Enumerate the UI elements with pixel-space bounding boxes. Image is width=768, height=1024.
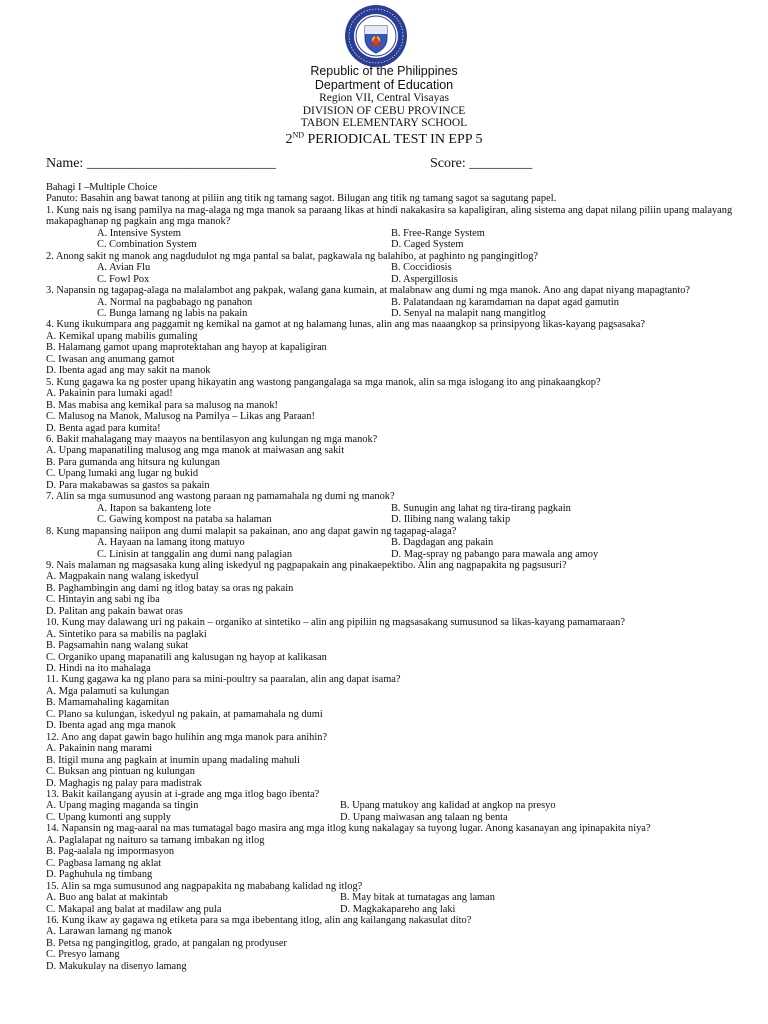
question-2: 2. Anong sakit ng manok ang nagdudulot ng mga pantal sa balat, pagkawala ng balahibo, at paghinto ng pangingitlog?: [46, 250, 539, 262]
choice-row: [46, 800, 758, 811]
choice-2b[interactable]: B. Coccidiosis: [391, 262, 452, 274]
choice-4c[interactable]: C. Iwasan ang anumang gamot: [46, 353, 175, 365]
section-heading: Bahagi I –Multiple Choice: [46, 182, 158, 193]
choice-row: [46, 297, 758, 308]
instructions: Panuto: Basahin ang bawat tanong at piliin ang titik ng tamang sagot. Bilugan ang titik ng tamang sagot sa sagutang papel.: [46, 193, 557, 205]
republic-line: Republic of the Philippines: [310, 64, 458, 78]
choice-14a[interactable]: A. Paglalapat ng naituro sa tamang imbakan ng itlog: [46, 834, 265, 846]
choice-12b[interactable]: B. Itigil muna ang pagkain at inumin upang madaling mahuli: [46, 754, 300, 766]
question-6: 6. Bakit mahalagang may maayos na bentilasyon ang kulungan ng mga manok?: [46, 433, 378, 445]
choice-row: [46, 262, 758, 273]
deped-seal-icon: [344, 4, 408, 68]
choice-15a[interactable]: A. Buo ang balat at makintab: [46, 892, 168, 904]
choice-1d[interactable]: D. Caged System: [391, 239, 464, 251]
choice-1b[interactable]: B. Free-Range System: [391, 227, 485, 239]
choice-3d[interactable]: D. Senyal na malapit nang mangitlog: [391, 307, 546, 319]
name-field[interactable]: Name: ___________________________: [46, 156, 276, 171]
choice-9d[interactable]: D. Palitan ang pakain bawat oras: [46, 605, 183, 617]
question-1: 1. Kung nais ng isang pamilya na mag-alaga ng mga manok sa paraang likas at hindi nakakasira sa kapaligiran, aling sistema ang dapat nilang piliin upang malayang makapaghanap ng pagkain ang mga manok?: [46, 204, 733, 228]
question-11: 11. Kung gagawa ka ng plano para sa mini-poultry sa paaralan, alin ang dapat isama?: [46, 674, 401, 686]
choice-14b[interactable]: B. Pag-aalala ng impormasyon: [46, 846, 175, 858]
choice-row: [46, 514, 758, 525]
choice-11d[interactable]: D. Ibenta agad ang mga manok: [46, 720, 176, 732]
choice-8c[interactable]: C. Linisin at tanggalin ang dumi nang palagian: [97, 548, 293, 560]
choice-5a[interactable]: A. Pakainin para lumaki agad!: [46, 388, 173, 400]
choice-8a[interactable]: A. Hayaan na lamang itong matuyo: [97, 537, 245, 549]
question-3: 3. Napansin ng tagapag-alaga na malalambot ang pakpak, walang gana kumain, at malabnaw ang dumi ng mga manok. Ano ang dapat niyang mapagtanto?: [46, 285, 691, 297]
choice-16c[interactable]: C. Presyo lamang: [46, 949, 120, 961]
question-4: 4. Kung ikukumpara ang paggamit ng kemikal na gamot at ng halamang lunas, alin ang mas naaangkop sa prinsipyong likas-kayang pagsasaka?: [46, 319, 646, 331]
title-text: PERIODICAL TEST IN EPP 5: [304, 131, 483, 147]
choice-13c[interactable]: C. Upang kumonti ang supply: [46, 811, 171, 823]
choice-row: [46, 537, 758, 548]
region-line: Region VII, Central Visayas: [319, 92, 449, 104]
test-body: [46, 182, 758, 972]
choice-6d[interactable]: D. Para makabawas sa gastos sa pakain: [46, 479, 210, 491]
choice-16d[interactable]: D. Makukulay na disenyo lamang: [46, 960, 187, 972]
choice-16b[interactable]: B. Petsa ng pangingitlog, grado, at pangalan ng prodyuser: [46, 937, 287, 949]
title-superscript: ND: [292, 129, 305, 139]
choice-11b[interactable]: B. Mamamahaling kagamitan: [46, 697, 170, 709]
choice-4d[interactable]: D. Ibenta agad ang may sakit na manok: [46, 365, 211, 377]
choice-9a[interactable]: A. Magpakain nang walang iskedyul: [46, 571, 199, 583]
choice-7a[interactable]: A. Itapon sa bakanteng lote: [97, 502, 211, 514]
choice-row: [46, 274, 758, 285]
choice-row: [46, 892, 758, 903]
choice-4b[interactable]: B. Halamang gamot upang maprotektahan ang hayop at kapaligiran: [46, 342, 327, 354]
choice-row: [46, 812, 758, 823]
choice-11c[interactable]: C. Plano sa kulungan, iskedyul ng pakain, at pamamahala ng dumi: [46, 708, 323, 720]
choice-13b[interactable]: B. Upang matukoy ang kalidad at angkop na presyo: [340, 800, 556, 812]
title-ordinal: 2: [285, 131, 293, 147]
choice-12a[interactable]: A. Pakainin nang marami: [46, 743, 153, 755]
choice-7c[interactable]: C. Gawing kompost na pataba sa halaman: [97, 514, 272, 526]
question-13: 13. Bakit kailangang ayusin at i-grade ang mga itlog bago ibenta?: [46, 789, 320, 801]
choice-2d[interactable]: D. Aspergillosis: [391, 273, 458, 285]
choice-row: [46, 239, 758, 250]
choice-6b[interactable]: B. Para gumanda ang hitsura ng kulungan: [46, 456, 221, 468]
choice-5c[interactable]: C. Malusog na Manok, Malusog na Pamilya – Likas ang Paraan!: [46, 411, 315, 423]
test-title: [0, 131, 768, 149]
question-9: 9. Nais malaman ng magsasaka kung aling iskedyul ng pagpapakain ang pinakaepektibo. Alin ang nagpapakita ng pagsusuri?: [46, 559, 567, 571]
choice-2a[interactable]: A. Avian Flu: [97, 262, 151, 274]
division-line: DIVISION OF CEBU PROVINCE: [302, 104, 466, 117]
question-14: 14. Napansin ng mag-aaral na mas tumatagal bago masira ang mga itlog kung nakalagay sa tuyong lugar. Anong kasanayan ang ipinapakita niya?: [46, 823, 651, 835]
choice-3b[interactable]: B. Palatandaan ng karamdaman na dapat agad gamutin: [391, 296, 619, 308]
choice-5b[interactable]: B. Mas mabisa ang kemikal para sa malusog na manok!: [46, 399, 278, 411]
choice-14c[interactable]: C. Pagbasa lamang ng aklat: [46, 857, 162, 869]
question-7: 7. Alin sa mga sumusunod ang wastong paraan ng pamamahala ng dumi ng manok?: [46, 491, 395, 503]
choice-16a[interactable]: A. Larawan lamang ng manok: [46, 926, 173, 938]
choice-6c[interactable]: C. Upang lumaki ang lugar ng bukid: [46, 468, 199, 480]
choice-15b[interactable]: B. May bitak at tumatagas ang laman: [340, 892, 495, 904]
choice-1c[interactable]: C. Combination System: [97, 239, 197, 251]
question-12: 12. Ano ang dapat gawin bago hulihin ang mga manok para anihin?: [46, 731, 328, 743]
choice-7b[interactable]: B. Sunugin ang lahat ng tira-tirang pagkain: [391, 502, 571, 514]
choice-10b[interactable]: B. Pagsamahin nang walang sukat: [46, 640, 189, 652]
name-score-row: [46, 156, 746, 174]
question-10: 10. Kung may dalawang uri ng pakain – organiko at sintetiko – alin ang pipiliin ng magsasakang sumusunod sa likas-kayang pamamaraan?: [46, 617, 625, 629]
choice-8d[interactable]: D. Mag-spray ng pabango para mawala ang amoy: [391, 548, 599, 560]
choice-row: [46, 228, 758, 239]
choice-row: [46, 904, 758, 915]
school-line: TABON ELEMENTARY SCHOOL: [300, 117, 468, 129]
choice-6a[interactable]: A. Upang mapanatiling malusog ang mga manok at maiwasan ang sakit: [46, 445, 345, 457]
choice-13d[interactable]: D. Upang maiwasan ang talaan ng benta: [340, 811, 508, 823]
choice-11a[interactable]: A. Mga palamuti sa kulungan: [46, 685, 170, 697]
choice-10c[interactable]: C. Organiko upang mapanatili ang kalusugan ng hayop at kalikasan: [46, 651, 327, 663]
choice-12d[interactable]: D. Maghagis ng palay para madistrak: [46, 777, 202, 789]
choice-14d[interactable]: D. Paghuhula ng timbang: [46, 869, 153, 881]
document-header: [0, 64, 768, 149]
choice-12c[interactable]: C. Buksan ang pintuan ng kulungan: [46, 766, 195, 778]
choice-4a[interactable]: A. Kemikal upang mabilis gumaling: [46, 330, 198, 342]
choice-3c[interactable]: C. Bunga lamang ng labis na pakain: [97, 307, 248, 319]
choice-1a[interactable]: A. Intensive System: [97, 227, 181, 239]
choice-row: [46, 503, 758, 514]
choice-row: [46, 549, 758, 560]
question-15: 15. Alin sa mga sumusunod ang nagpapakita ng mababang kalidad ng itlog?: [46, 880, 363, 892]
choice-7d[interactable]: D. Ilibing nang walang takip: [391, 514, 511, 526]
choice-13a[interactable]: A. Upang maging maganda sa tingin: [46, 800, 199, 812]
question-16: 16. Kung ikaw ay gagawa ng etiketa para sa mga ibebentang itlog, alin ang kailangang nakasulat dito?: [46, 915, 472, 926]
department-line: Department of Education: [314, 78, 454, 92]
choice-15d[interactable]: D. Magkakapareho ang laki: [340, 903, 456, 915]
choice-3a[interactable]: A. Normal na pagbabago ng panahon: [97, 296, 253, 308]
question-5: 5. Kung gagawa ka ng poster upang hikayatin ang wastong pangangalaga sa mga manok, alin sa mga islogang ito ang pinakaangkop?: [46, 376, 601, 388]
choice-15c[interactable]: C. Makapal ang balat at madilaw ang pula: [46, 903, 222, 915]
choice-9c[interactable]: C. Hintayin ang sabi ng iba: [46, 594, 160, 606]
score-field[interactable]: Score: _________: [430, 156, 533, 171]
choice-row: [46, 308, 758, 319]
choice-10a[interactable]: A. Sintetiko para sa mabilis na paglaki: [46, 628, 207, 640]
choice-8b[interactable]: B. Dagdagan ang pakain: [391, 537, 494, 549]
choice-5d[interactable]: D. Benta agad para kumita!: [46, 422, 161, 434]
question-8: 8. Kung mapansing naiipon ang dumi malapit sa pakainan, ano ang dapat gawin ng tagapag-alaga?: [46, 525, 457, 537]
choice-2c[interactable]: C. Fowl Pox: [97, 273, 150, 285]
choice-9b[interactable]: B. Paghambingin ang dami ng itlog batay sa oras ng pakain: [46, 582, 294, 594]
choice-10d[interactable]: D. Hindi na ito mahalaga: [46, 663, 151, 675]
